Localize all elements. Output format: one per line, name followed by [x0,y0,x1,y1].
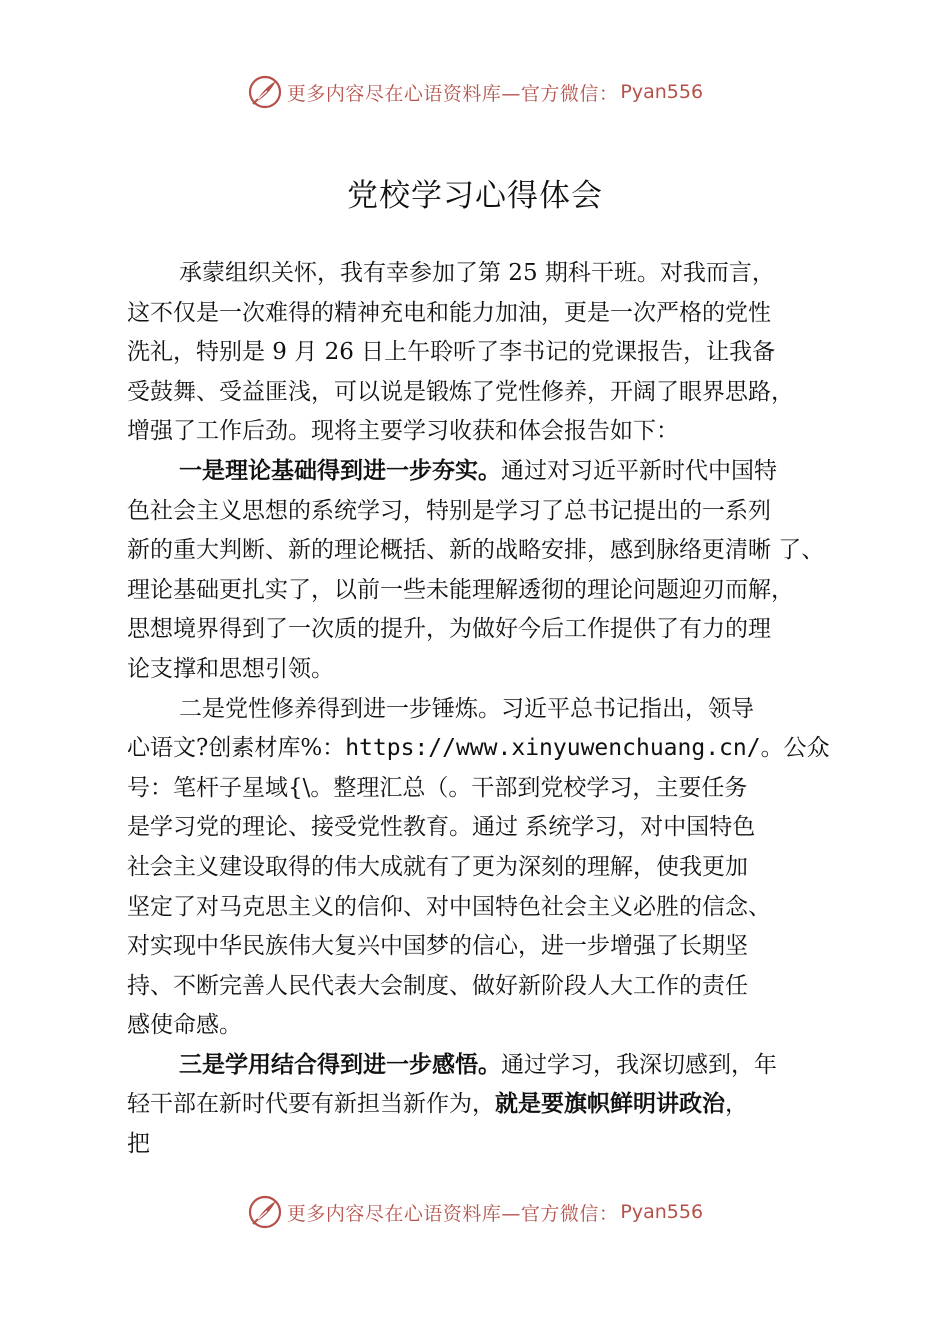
watermark-text: 更多内容尽在心语资料库—官方微信： [286,82,619,105]
text-line: 对实现中华民族伟大复兴中国梦的信心，进一步增强了长期坚 [127,933,748,960]
text-line: 号：笔杆子星域{\。整理汇总（。干部到党校学习，主要任务 [127,774,748,801]
text-line [127,452,833,492]
text-line: 这不仅是一次难得的精神充电和能力加油，更是一次严格的党性 [127,299,771,326]
text-line: 坚定了对马克思主义的信仰、对中国特色社会主义必胜的信念、 [127,893,771,920]
watermark-wechat-id: Pyan556 [620,81,704,103]
watermark-wechat-id: Pyan556 [620,1201,704,1223]
text-line: 洗礼，特别是 9 月 26 日上午聆听了李书记的党课报告，让我备 [127,339,776,366]
text-line: 思想境界得到了一次质的提升，为做好今后工作提供了有力的理 [127,616,771,643]
paragraph-party-spirit [127,690,833,1046]
section-heading: 三是学用结合得到进一步感悟。 [179,1051,501,1078]
text-run: 轻干部在新时代要有新担当新作为， [127,1091,495,1118]
paragraph-theory [127,452,833,690]
inline-url: https://www.xinyuwenchuang.cn/ [345,735,761,762]
text-line [127,1085,833,1125]
document-title: 党校学习心得体会 [347,178,603,214]
paragraph-intro [127,254,833,452]
header-watermark-banner [0,72,950,112]
text-run: 通过对习近平新时代中国特 [501,457,777,484]
text-run: ， [725,1091,748,1118]
document-body [127,254,833,1165]
watermark-text: 更多内容尽在心语资料库—官方微信： [286,1202,619,1225]
text-run: 通过学习，我深切感到，年 [501,1051,777,1078]
text-run: 心语文?创素材库%： [127,735,346,762]
text-line: 承蒙组织关怀，我有幸参加了第 25 期科干班。对我而言， [179,260,775,286]
text-line: 论支撑和思想引领。 [127,655,334,682]
text-line [127,729,833,769]
footer-watermark-banner [0,1192,950,1232]
section-heading: 一是理论基础得到进一步夯实。 [179,457,501,484]
text-line: 受鼓舞、受益匪浅，可以说是锻炼了党性修养，开阔了眼界思路， [127,378,794,405]
feather-pen-logo-icon [247,1194,283,1230]
text-line: 是学习党的理论、接受党性教育。通过 系统学习，对中国特色 [127,814,756,841]
text-line: 社会主义建设取得的伟大成就有了更为深刻的理解，使我更加 [127,853,748,880]
feather-pen-logo-icon [247,74,283,110]
text-line: 二是党性修养得到进一步锤炼。习近平总书记指出，领导 [179,695,754,722]
text-line: 把 [127,1131,150,1158]
text-line: 新的重大判断、新的理论概括、新的战略安排，感到脉络更清晰 了、 [127,537,825,564]
text-line: 持、不断完善人民代表大会制度、做好新阶段人大工作的责任 [127,972,748,999]
text-line [127,1046,833,1086]
text-line: 色社会主义思想的系统学习，特别是学习了总书记提出的一系列 [127,497,771,524]
emphasis-text: 就是要旗帜鲜明讲政治 [495,1091,725,1118]
text-line: 理论基础更扎实了，以前一些未能理解透彻的理论问题迎刃而解， [127,576,794,603]
text-run: 。公众 [760,735,830,762]
paragraph-application [127,1046,833,1165]
text-line: 增强了工作后劲。现将主要学习收获和体会报告如下： [127,418,679,445]
text-line: 感使命感。 [127,1012,242,1039]
